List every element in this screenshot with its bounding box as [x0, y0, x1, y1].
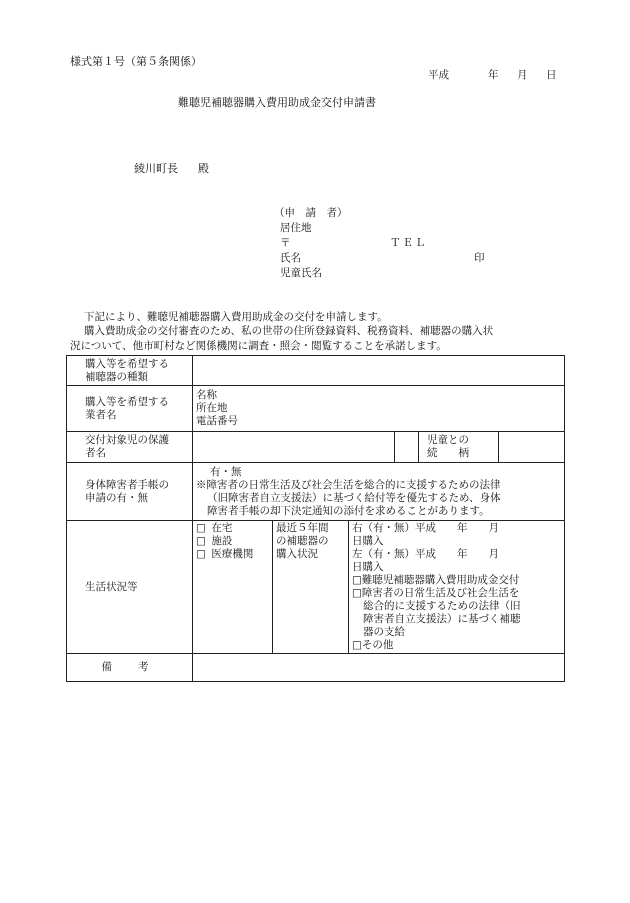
addressee-honorific: 殿 [198, 162, 209, 175]
table-row-hearing-aid-type [67, 356, 565, 386]
relationship-label-line1: 児童との [427, 434, 469, 446]
vendor-phone-label: 電話番号 [196, 415, 238, 427]
option-medical-label: 医療機関 [211, 548, 254, 560]
applicant-postal-mark: 〒 [280, 237, 291, 249]
recent-purchase-label [273, 521, 349, 654]
hearing-aid-type-field[interactable] [193, 356, 565, 386]
right-ear-purchase-suffix: 日購入 [352, 535, 384, 547]
vendor-field[interactable] [193, 386, 565, 432]
checkbox-icon[interactable]: □ [352, 587, 362, 599]
intro-line-2: 購入費助成金の交付審査のため、私の世帯の住所登録資料、税務資料、補聴器の購入状 [84, 325, 494, 337]
option-facility-label: 施設 [211, 535, 233, 547]
addressee-name: 綾川町長 [134, 162, 178, 175]
vendor-label-line1: 購入等を希望する [85, 395, 169, 408]
hearing-aid-type-label-line1: 購入等を希望する [85, 357, 169, 370]
disability-cert-note-line3: 障害者手帳の却下決定通知の添付を求めることがあります。 [207, 504, 490, 517]
option-support-law-line3: 障害者自立支援法）に基づく補聴 [363, 613, 521, 625]
form-number: 様式第１号（第５条関係） [70, 55, 202, 68]
applicant-tel-label: ＴＥＬ [390, 237, 428, 249]
option-other-label: その他 [361, 639, 394, 651]
option-support-law-line2: 総合的に支援するための法律（旧 [363, 600, 521, 612]
option-support-law-line4: 器の支給 [363, 626, 405, 638]
checkbox-icon[interactable]: □ [196, 535, 206, 547]
checkbox-icon[interactable]: □ [352, 639, 362, 651]
option-support-law[interactable] [352, 587, 561, 600]
remarks-label: 備考 [67, 654, 193, 682]
checkbox-icon[interactable]: □ [196, 548, 206, 560]
applicant-name-label: 氏名 [280, 252, 301, 264]
applicant-child-name-label: 児童氏名 [280, 267, 322, 279]
option-subsidy-label: 難聴児補聴器購入費用助成金交付 [361, 574, 520, 586]
intro-line-1: 下記により、難聴児補聴器購入費用助成金の交付を申請します。 [84, 311, 388, 323]
option-home-label: 在宅 [211, 522, 233, 534]
disability-cert-label-line2: 申請の有・無 [85, 491, 148, 504]
living-place-options [193, 521, 273, 654]
remarks-field[interactable] [193, 654, 565, 682]
date-era: 平成 [428, 69, 449, 81]
table-row-vendor [67, 386, 565, 432]
checkbox-icon[interactable]: □ [352, 574, 362, 586]
disability-cert-note-line2: （旧障害者自立支援法）に基づく給付等を優先するため、身体 [207, 491, 501, 504]
recent-purchase-line1: 最近５年間 [276, 522, 329, 534]
option-medical[interactable] [196, 548, 269, 561]
disability-cert-field[interactable] [193, 463, 565, 521]
left-ear-purchase-suffix: 日購入 [352, 561, 384, 573]
option-home[interactable] [196, 522, 269, 535]
recent-purchase-details[interactable] [349, 521, 565, 654]
vendor-label [67, 386, 193, 432]
disability-cert-label-line1: 身体障害者手帳の [85, 478, 169, 491]
addressee [134, 162, 209, 175]
living-status-label: 生活状況等 [67, 521, 193, 654]
table-row-remarks [67, 654, 565, 682]
table-row-guardian [67, 432, 565, 463]
option-other[interactable] [352, 639, 561, 652]
option-support-law-line1: 障害者の日常生活及び社会生活を [361, 587, 520, 599]
hearing-aid-type-label [67, 356, 193, 386]
applicant-heading: （申 請 者） [274, 207, 348, 219]
vendor-name-label: 名称 [196, 389, 217, 401]
vendor-location-label: 所在地 [196, 402, 228, 414]
relationship-label-line2: 続 柄 [427, 447, 469, 459]
disability-cert-yes-no[interactable]: 有・無 [210, 465, 242, 478]
table-row-disability-cert [67, 463, 565, 521]
relationship-label [419, 432, 499, 462]
guardian-label [67, 432, 193, 463]
relationship-subtable [419, 432, 564, 462]
guardian-label-line1: 交付対象児の保護 [85, 434, 169, 446]
guardian-name-field[interactable] [193, 432, 395, 463]
hearing-aid-type-label-line2: 補聴器の種類 [85, 370, 148, 383]
left-ear-purchase: 左（有・無）平成 年 月 [352, 548, 499, 560]
option-subsidy[interactable] [352, 574, 561, 587]
document-title: 難聴児補聴器購入費用助成金交付申請書 [178, 96, 376, 109]
recent-purchase-line2: の補聴器の [276, 535, 329, 547]
right-ear-purchase: 右（有・無）平成 年 月 [352, 522, 499, 534]
recent-purchase-line3: 購入状況 [276, 548, 318, 560]
vendor-label-line2: 業者名 [85, 408, 117, 421]
applicant-seal-mark: 印 [474, 252, 485, 264]
date-month-label: 月 [517, 69, 528, 81]
option-facility[interactable] [196, 535, 269, 548]
date-year-label: 年 [488, 69, 499, 81]
checkbox-icon[interactable]: □ [196, 522, 206, 534]
date-day-label: 日 [546, 69, 557, 81]
relationship-cell [419, 432, 565, 463]
guardian-spacer [395, 432, 419, 463]
application-form-table [66, 355, 565, 682]
relationship-field[interactable] [499, 432, 565, 462]
table-row-living-status [67, 521, 565, 654]
guardian-label-line2: 者名 [85, 447, 106, 459]
applicant-address-label: 居住地 [280, 222, 312, 234]
disability-cert-label [67, 463, 193, 521]
disability-cert-note-line1: ※障害者の日常生活及び社会生活を総合的に支援するための法律 [196, 478, 501, 491]
intro-line-3: 況について、他市町村など関係機関に調査・照会・閲覧することを承諾します。 [70, 340, 447, 352]
